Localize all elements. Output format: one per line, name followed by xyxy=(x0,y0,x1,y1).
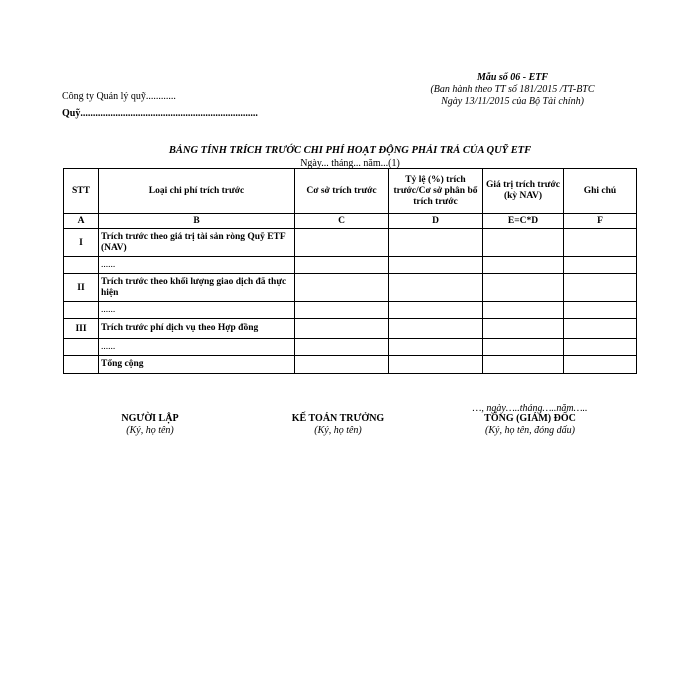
preparer-role: NGƯỜI LẬP xyxy=(121,413,179,424)
row-rate-cell xyxy=(389,319,483,339)
header-stt: STT xyxy=(64,169,99,214)
row-stt: III xyxy=(64,319,99,339)
header-rate: Tỷ lệ (%) trích trước/Cơ sở phân bổ trích trước xyxy=(389,169,483,214)
form-issued-line-1: (Ban hành theo TT số 181/2015 /TT-BTC xyxy=(430,84,595,95)
header-note: Ghi chú xyxy=(564,169,637,214)
header-expense-type: Loại chi phí trích trước xyxy=(99,169,295,214)
row-stt xyxy=(64,302,99,319)
row-note-cell xyxy=(564,339,637,356)
row-note-cell xyxy=(564,319,637,339)
row-basis-cell xyxy=(295,229,389,257)
form-reference xyxy=(400,72,625,108)
row-value-cell xyxy=(483,302,564,319)
row-stt: II xyxy=(64,274,99,302)
row-rate-cell xyxy=(389,339,483,356)
column-letter: F xyxy=(564,214,637,229)
total-note-cell xyxy=(564,356,637,374)
total-row xyxy=(64,356,637,374)
row-note-cell xyxy=(564,274,637,302)
row-rate-cell xyxy=(389,274,483,302)
table-row xyxy=(64,302,637,319)
total-basis-cell xyxy=(295,356,389,374)
row-expense-type: Trích trước theo giá trị tài sản ròng Quỹ ETF (NAV) xyxy=(99,229,295,257)
row-rate-cell xyxy=(389,229,483,257)
row-note-cell xyxy=(564,302,637,319)
total-label: Tổng cộng xyxy=(99,356,295,374)
form-number: Mẫu số 06 - ETF xyxy=(476,72,549,83)
company-name-line: Công ty Quản lý quỹ............ xyxy=(62,91,176,102)
column-letter: A xyxy=(64,214,99,229)
row-expense-type: ...... xyxy=(99,257,295,274)
preparer-note: (Ký, họ tên) xyxy=(126,425,174,436)
row-stt: I xyxy=(64,229,99,257)
row-value-cell xyxy=(483,319,564,339)
form-issued-line-2: Ngày 13/11/2015 của Bộ Tài chính) xyxy=(441,96,584,107)
report-date-line: Ngày... tháng... năm...(1) xyxy=(300,158,400,169)
table-header-row xyxy=(64,169,637,214)
header-value: Giá trị trích trước (kỳ NAV) xyxy=(483,169,564,214)
row-basis-cell xyxy=(295,257,389,274)
row-value-cell xyxy=(483,274,564,302)
chief-accountant-note: (Ký, họ tên) xyxy=(314,425,362,436)
row-basis-cell xyxy=(295,339,389,356)
column-letter-row xyxy=(64,214,637,229)
row-rate-cell xyxy=(389,257,483,274)
table-row xyxy=(64,257,637,274)
preparer-signature-block xyxy=(80,413,220,437)
row-expense-type: ...... xyxy=(99,302,295,319)
row-stt xyxy=(64,339,99,356)
row-basis-cell xyxy=(295,274,389,302)
signature-date-line: …, ngày…..tháng…..năm….. xyxy=(472,403,588,414)
director-role: TỔNG (GIÁM) ĐỐC xyxy=(484,413,576,424)
accrual-table xyxy=(63,168,637,374)
table-row xyxy=(64,339,637,356)
total-stt-cell xyxy=(64,356,99,374)
row-value-cell xyxy=(483,229,564,257)
row-basis-cell xyxy=(295,319,389,339)
row-expense-type: Trích trước theo khối lượng giao dịch đã thực hiện xyxy=(99,274,295,302)
column-letter: C xyxy=(295,214,389,229)
fund-name-line: Quỹ....................................................................... xyxy=(62,108,258,119)
row-value-cell xyxy=(483,257,564,274)
header-basis: Cơ sở trích trước xyxy=(295,169,389,214)
table-row xyxy=(64,229,637,257)
column-letter: B xyxy=(99,214,295,229)
row-expense-type: ...... xyxy=(99,339,295,356)
column-letter: E=C*D xyxy=(483,214,564,229)
chief-accountant-signature-block xyxy=(258,413,418,437)
row-expense-type: Trích trước phí dịch vụ theo Hợp đồng xyxy=(99,319,295,339)
director-signature-block xyxy=(445,413,615,437)
row-note-cell xyxy=(564,229,637,257)
row-value-cell xyxy=(483,339,564,356)
total-rate-cell xyxy=(389,356,483,374)
column-letter: D xyxy=(389,214,483,229)
row-stt xyxy=(64,257,99,274)
table-row xyxy=(64,319,637,339)
row-rate-cell xyxy=(389,302,483,319)
row-note-cell xyxy=(564,257,637,274)
chief-accountant-role: KẾ TOÁN TRƯỞNG xyxy=(291,413,385,424)
document-title: BẢNG TÍNH TRÍCH TRƯỚC CHI PHÍ HOẠT ĐỘNG PHẢI TRẢ CỦA QUỸ ETF xyxy=(168,145,532,156)
table-row xyxy=(64,274,637,302)
row-basis-cell xyxy=(295,302,389,319)
director-note: (Ký, họ tên, đóng dấu) xyxy=(485,425,575,436)
total-value-cell xyxy=(483,356,564,374)
